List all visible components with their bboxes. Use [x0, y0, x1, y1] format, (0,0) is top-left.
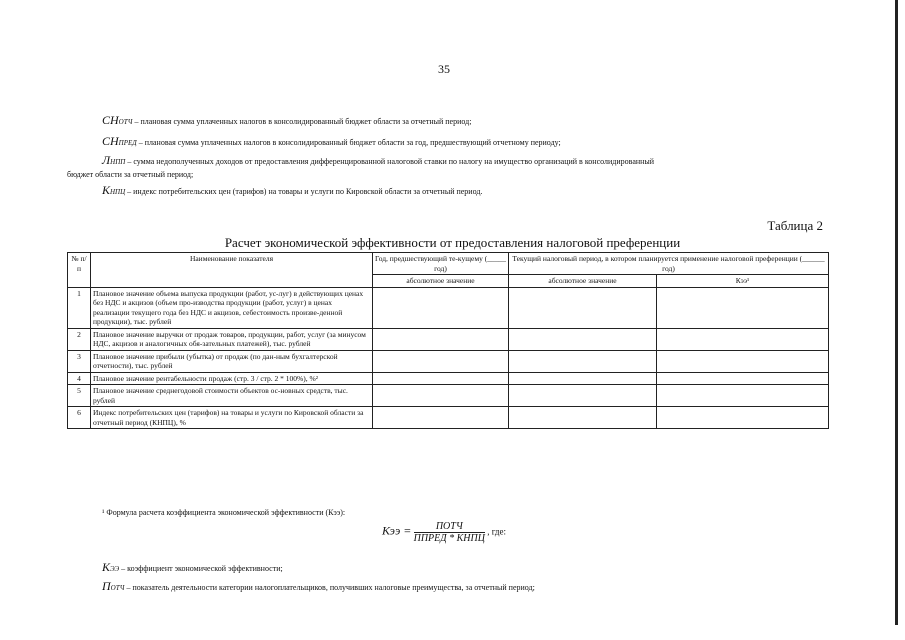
- row-number: 2: [68, 328, 91, 350]
- col-header-abs-prev: абсолютное значение: [373, 275, 509, 288]
- cell: [373, 385, 509, 407]
- row-indicator: Плановое значение среднегодовой стоимости объектов ос-новных средств, тыс. рублей: [91, 385, 373, 407]
- subscript: ОТЧ: [110, 584, 125, 592]
- formula-fraction: [414, 521, 485, 544]
- symbol: П: [102, 579, 111, 593]
- symbol: Л: [102, 153, 111, 167]
- row-indicator: Плановое значение прибыли (убытка) от продаж (по дан-ным бухгалтерской отчетности), тыс. рублей: [91, 350, 373, 372]
- definition-p-otch: [102, 581, 535, 593]
- col-header-abs-cur: абсолютное значение: [509, 275, 657, 288]
- subscript: НПЦ: [109, 188, 126, 196]
- table-header-row: [68, 253, 829, 275]
- col-header-kee: Кээ¹: [657, 275, 829, 288]
- cell: [657, 407, 829, 429]
- table-caption: Расчет экономической эффективности от предоставления налоговой преференции: [224, 235, 681, 250]
- definition-sn-otch: [102, 115, 471, 127]
- cell: [657, 372, 829, 385]
- formula-numerator: ПОТЧ: [414, 521, 485, 533]
- cell: [509, 372, 657, 385]
- definition-k-npc: [102, 185, 482, 197]
- cell: [373, 407, 509, 429]
- cell: [509, 328, 657, 350]
- cell: [373, 372, 509, 385]
- definition-sn-pred: [102, 136, 561, 148]
- efficiency-table: [67, 252, 829, 429]
- definition-text: – сумма недополученных доходов от предоставления дифференцированной налоговой ставки по налогу на имущество организаций в консолидированный: [127, 157, 655, 166]
- row-number: 4: [68, 372, 91, 385]
- subscript: ПРЕД: [118, 139, 137, 147]
- scan-edge: [895, 0, 898, 625]
- row-indicator: Плановое значение рентабельности продаж (стр. 3 / стр. 2 * 100%), %²: [91, 372, 373, 385]
- row-indicator: Плановое значение выручки от продаж товаров, продукции, работ, услуг (за минусом НДС, акцизов и аналогичных обя-зательных платежей), тыс. рублей: [91, 328, 373, 350]
- col-header-num: № п/п: [68, 253, 91, 288]
- cell: [509, 287, 657, 328]
- row-number: 1: [68, 287, 91, 328]
- cell: [373, 328, 509, 350]
- formula-denominator: ППРЕД * КНПЦ: [413, 533, 485, 544]
- table-label: Таблица 2: [767, 218, 823, 233]
- page-number: 35: [438, 62, 450, 76]
- row-indicator: Плановое значение объема выпуска продукции (работ, ус-луг) в действующих ценах без НДС и акцизов (объем про-изводства продукции (работ, услуг) в ценах реализации текущего года без НДС и акцизов, себестоимость произве-денной продукции), тыс. рублей: [91, 287, 373, 328]
- row-number: 6: [68, 407, 91, 429]
- symbol: К: [102, 560, 110, 574]
- definition-l-npp: [102, 155, 654, 167]
- subscript: ОТЧ: [118, 118, 133, 126]
- cell: [373, 287, 509, 328]
- table-row: [68, 407, 829, 429]
- definition-text: – индекс потребительских цен (тарифов) на товары и услуги по Кировской области за отчетный период.: [127, 187, 483, 196]
- definition-l-npp-cont: бюджет области за отчетный период;: [67, 170, 194, 179]
- cell: [657, 287, 829, 328]
- formula-lhs: Кээ =: [382, 523, 412, 538]
- symbol: К: [102, 183, 110, 197]
- table-row: [68, 287, 829, 328]
- definition-k-ee: [102, 562, 283, 574]
- col-header-prev-year: Год, предшествующий те-кущему (_____ год): [373, 253, 509, 275]
- col-header-current-period: Текущий налоговый период, в котором планируется применение налоговой преференции (______ год): [509, 253, 829, 275]
- definition-text: – коэффициент экономической эффективности;: [121, 564, 283, 573]
- table-row: [68, 328, 829, 350]
- symbol: СН: [102, 113, 119, 127]
- subscript: НПП: [110, 158, 126, 166]
- formula-tail: , где:: [487, 526, 507, 537]
- subscript: ЭЭ: [109, 565, 120, 573]
- row-indicator: Индекс потребительских цен (тарифов) на товары и услуги по Кировской области за отчетный период (КНПЦ), %: [91, 407, 373, 429]
- cell: [509, 350, 657, 372]
- symbol: СН: [102, 134, 119, 148]
- table-row: [68, 372, 829, 385]
- cell: [509, 407, 657, 429]
- table-row: [68, 350, 829, 372]
- definition-text: – плановая сумма уплаченных налогов в консолидированный бюджет области за год, предшествующий отчетному периоду;: [138, 138, 561, 147]
- definition-text: – плановая сумма уплаченных налогов в консолидированный бюджет области за отчетный период;: [134, 117, 472, 126]
- cell: [509, 385, 657, 407]
- cell: [657, 328, 829, 350]
- col-header-name: Наименование показателя: [91, 253, 373, 288]
- table-row: [68, 385, 829, 407]
- row-number: 5: [68, 385, 91, 407]
- footnote: ¹ Формула расчета коэффициента экономической эффективности (Кээ):: [102, 508, 346, 517]
- cell: [657, 385, 829, 407]
- definition-text: – показатель деятельности категории налогоплательщиков, получивших налоговые преимущества, за отчетный период;: [126, 583, 535, 592]
- cell: [373, 350, 509, 372]
- formula: [382, 521, 506, 544]
- row-number: 3: [68, 350, 91, 372]
- cell: [657, 350, 829, 372]
